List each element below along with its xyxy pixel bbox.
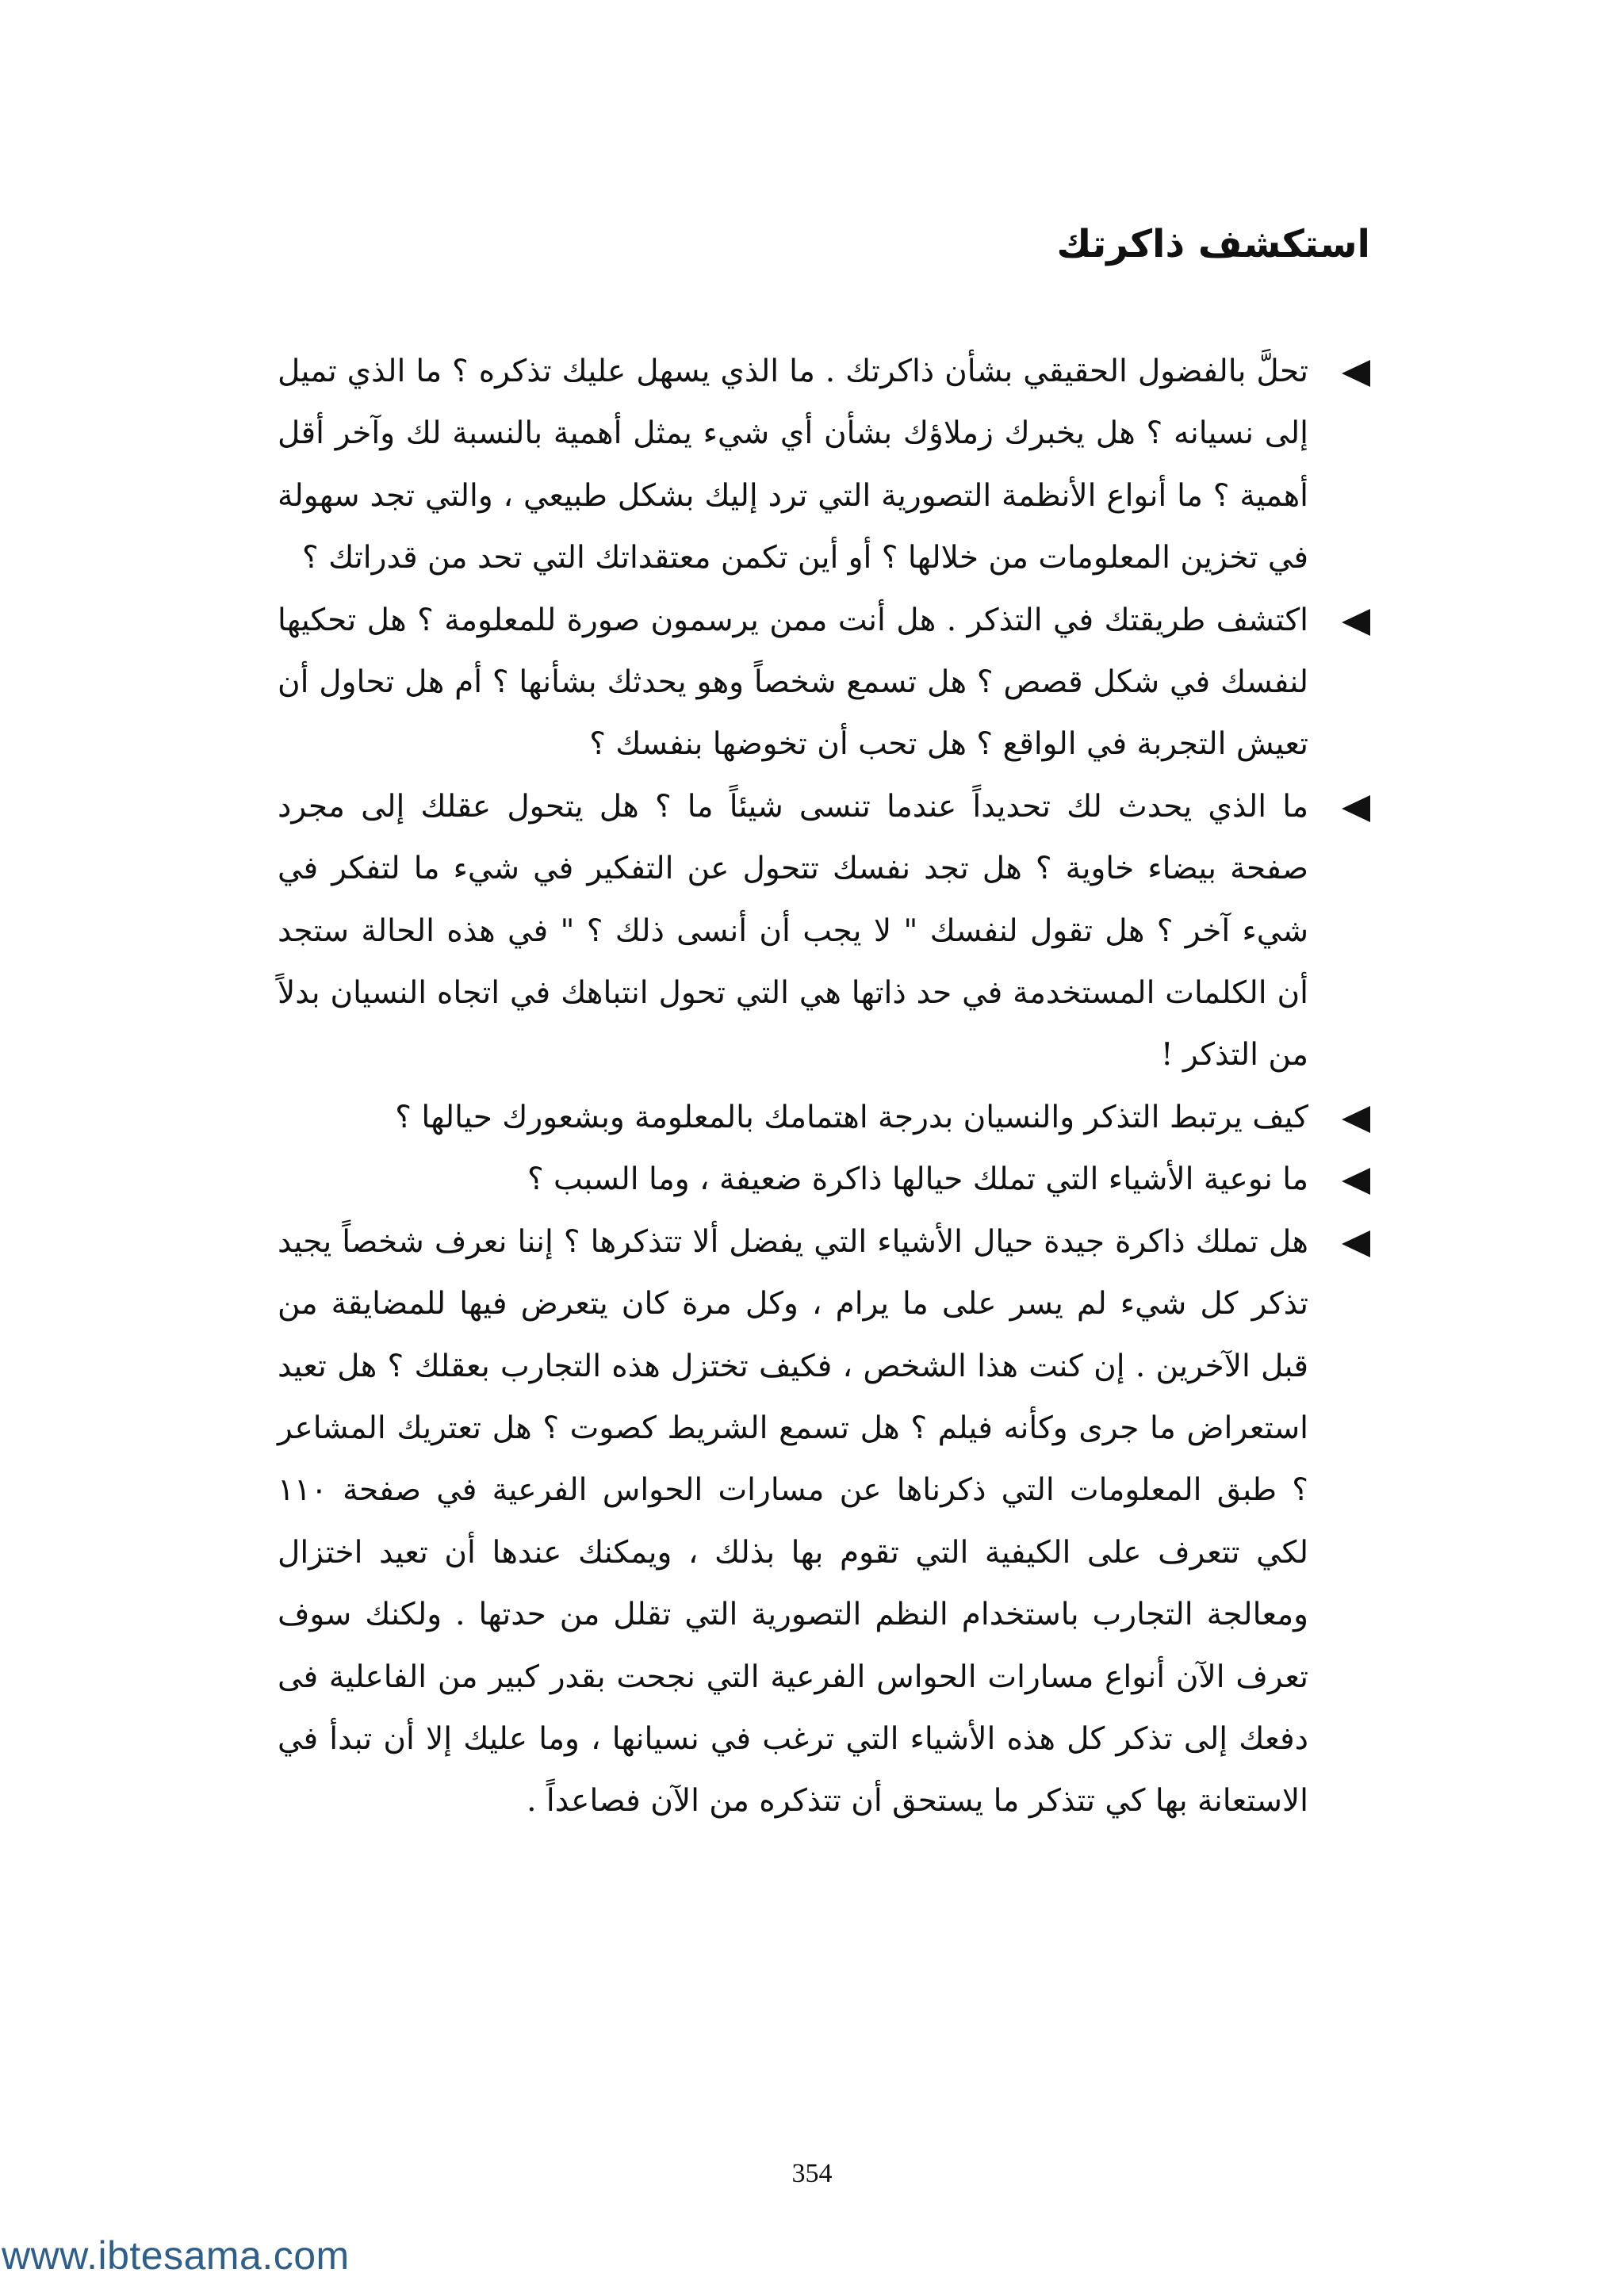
- list-item: [278, 1211, 1370, 1833]
- list-item-text: تحلَّ بالفضول الحقيقي بشأن ذاكرتك . ما الذي يسهل عليك تذكره ؟ ما الذي تميل إلى نسيانه ؟ هل يخبرك زملاؤك بشأن أي شيء يمثل أهمية بالنسبة لك وآخر أقل أهمية ؟ ما أنواع الأنظمة التصورية التي ترد إليك بشكل طبيعي ، والتي تجد سهولة في تخزين المعلومات من خلالها ؟ أو أين تكمن معتقداتك التي تحد من قدراتك ؟: [278, 354, 1308, 576]
- list-item: [278, 341, 1370, 590]
- triangle-bullet-icon: [1342, 360, 1370, 387]
- question-list: [278, 341, 1370, 1833]
- triangle-bullet-icon: [1342, 609, 1370, 636]
- page-title: استكشف ذاكرتك: [1056, 222, 1370, 266]
- triangle-bullet-icon: [1342, 1230, 1370, 1257]
- list-item-text: ما الذي يحدث لك تحديداً عندما تنسى شيئاً ما ؟ هل يتحول عقلك إلى مجرد صفحة بيضاء خاوية ؟ هل تجد نفسك تتحول عن التفكير في شيء ما لتفكر في شيء آخر ؟ هل تقول لنفسك " لا يجب أن أنسى ذلك ؟ " في هذه الحالة ستجد أن الكلمات المستخدمة في حد ذاتها هي التي تحول انتباهك في اتجاه النسيان بدلاً من التذكر !: [278, 788, 1308, 1073]
- triangle-bullet-icon: [1342, 1106, 1370, 1133]
- list-item: [278, 590, 1370, 776]
- triangle-bullet-icon: [1342, 1168, 1370, 1195]
- list-item: [278, 1087, 1370, 1149]
- list-item-text: ما نوعية الأشياء التي تملك حيالها ذاكرة ضعيفة ، وما السبب ؟: [527, 1161, 1308, 1198]
- list-item: [278, 776, 1370, 1087]
- list-item-text: هل تملك ذاكرة جيدة حيال الأشياء التي يفضل ألا تتذكرها ؟ إننا نعرف شخصاً يجيد تذكر كل شيء لم يسر على ما يرام ، وكل مرة كان يتعرض فيها للمضايقة من قبل الآخرين . إن كنت هذا الشخص ، فكيف تختزل هذه التجارب بعقلك ؟ هل تعيد استعراض ما جرى وكأنه فيلم ؟ هل تسمع الشريط كصوت ؟ هل تعتريك المشاعر ؟ طبق المعلومات التي ذكرناها عن مسارات الحواس الفرعية في صفحة ١١٠ لكي تتعرف على الكيفية التي تقوم بها بذلك ، ويمكنك عندها أن تعيد اختزال ومعالجة التجارب باستخدام النظم التصورية التي تقلل من حدتها . ولكنك سوف تعرف الآن أنواع مسارات الحواس الفرعية التي نجحت بقدر كبير من الفاعلية فى دفعك إلى تذكر كل هذه الأشياء التي ترغب في نسيانها ، وما عليك إلا أن تبدأ في الاستعانة بها كي تتذكر ما يستحق أن تتذكره من الآن فصاعداً .: [278, 1223, 1308, 1820]
- list-item: [278, 1149, 1370, 1211]
- site-url-watermark[interactable]: www.ibtesama.com: [2, 2233, 350, 2278]
- list-item-text: اكتشف طريقتك في التذكر . هل أنت ممن يرسمون صورة للمعلومة ؟ هل تحكيها لنفسك في شكل قصص ؟ هل تسمع شخصاً وهو يحدثك بشأنها ؟ أم هل تحاول أن تعيش التجربة في الواقع ؟ هل تحب أن تخوضها بنفسك ؟: [278, 602, 1308, 763]
- list-item-text: كيف يرتبط التذكر والنسيان بدرجة اهتمامك بالمعلومة وبشعورك حيالها ؟: [395, 1099, 1308, 1135]
- triangle-bullet-icon: [1342, 795, 1370, 822]
- page-number: 354: [791, 2159, 833, 2188]
